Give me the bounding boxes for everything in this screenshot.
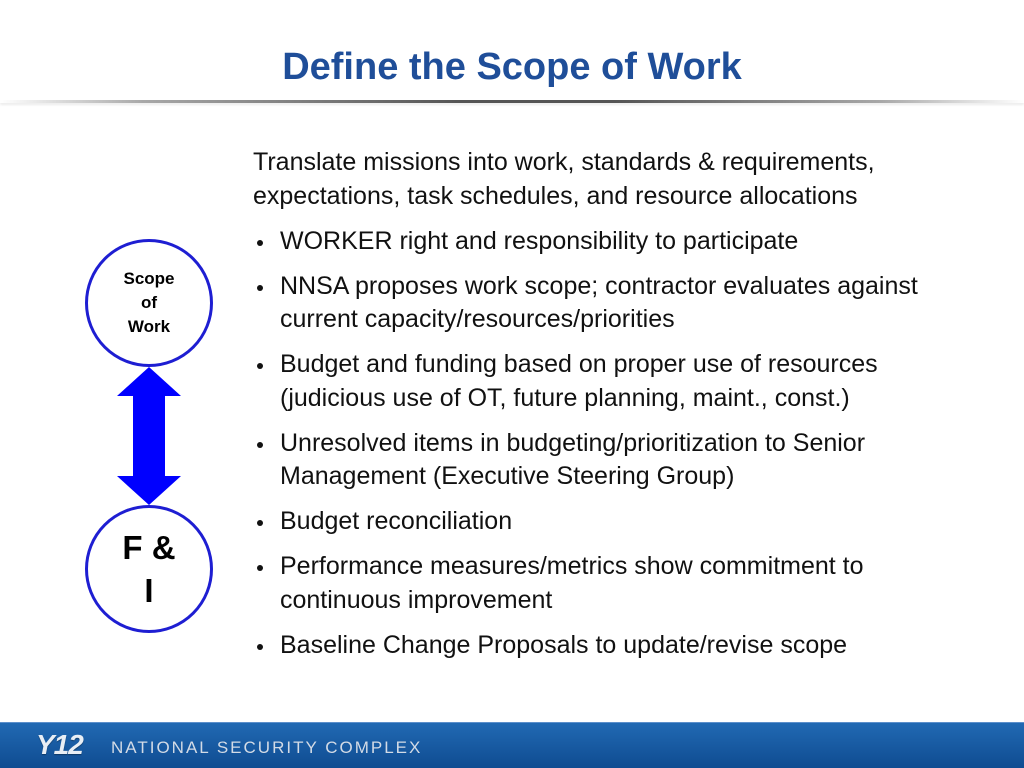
circle-label-line: Scope bbox=[123, 269, 175, 288]
bullet-line: Baseline Change Proposals to update/revise scope bbox=[280, 630, 848, 659]
bullet-list bbox=[253, 225, 1013, 663]
slide-body bbox=[253, 146, 1013, 662]
bullet-item bbox=[253, 225, 1013, 259]
intro-line: expectations, task schedules, and resource allocations bbox=[253, 181, 858, 210]
bullet-line: continuous improvement bbox=[280, 585, 553, 614]
bullet-line: Performance measures/metrics show commitment to bbox=[280, 552, 864, 580]
bullet-line: Unresolved items in budgeting/prioritization to Senior bbox=[280, 428, 866, 457]
bullet-line: Management (Executive Steering Group) bbox=[280, 462, 735, 490]
bullet-item bbox=[253, 629, 1013, 663]
circle-label-line: Work bbox=[127, 317, 171, 336]
organization-name: NATIONAL SECURITY COMPLEX bbox=[111, 738, 423, 757]
scope-of-work-circle bbox=[85, 239, 213, 367]
slide-title: Define the Scope of Work bbox=[282, 46, 742, 88]
title-divider bbox=[0, 100, 1024, 103]
bullet-dot-icon bbox=[257, 442, 263, 448]
y12-logo: Y12 bbox=[36, 729, 83, 760]
intro-line: Translate missions into work, standards & requirements, bbox=[253, 148, 875, 176]
bullet-dot-icon bbox=[257, 520, 263, 526]
bullet-item bbox=[253, 427, 1013, 494]
bullet-line: current capacity/resources/priorities bbox=[280, 305, 675, 333]
arrow-shape bbox=[117, 367, 181, 505]
bullet-dot-icon bbox=[257, 240, 263, 246]
bullet-dot-icon bbox=[257, 565, 263, 571]
bullet-line: NNSA proposes work scope; contractor evaluates against bbox=[280, 271, 918, 300]
bullet-dot-icon bbox=[257, 285, 263, 291]
bullet-item bbox=[253, 270, 1013, 337]
bullet-item bbox=[253, 505, 1013, 539]
double-headed-arrow-icon bbox=[110, 366, 188, 506]
bullet-item bbox=[253, 550, 1013, 617]
bullet-line: Budget and funding based on proper use of resources bbox=[280, 350, 878, 378]
bullet-item bbox=[253, 348, 1013, 415]
intro-paragraph bbox=[253, 146, 1013, 213]
f-and-i-circle bbox=[85, 505, 213, 633]
bullet-dot-icon bbox=[257, 363, 263, 369]
circle-label-line: I bbox=[144, 572, 154, 609]
bullet-dot-icon bbox=[257, 644, 263, 650]
bullet-line: (judicious use of OT, future planning, maint., const.) bbox=[280, 383, 850, 412]
circle-label-line: of bbox=[140, 293, 158, 312]
bullet-line: Budget reconciliation bbox=[280, 507, 513, 535]
footer-bar bbox=[0, 722, 1024, 768]
circle-label-line: F & bbox=[122, 529, 176, 566]
bullet-line: WORKER right and responsibility to participate bbox=[280, 226, 799, 255]
